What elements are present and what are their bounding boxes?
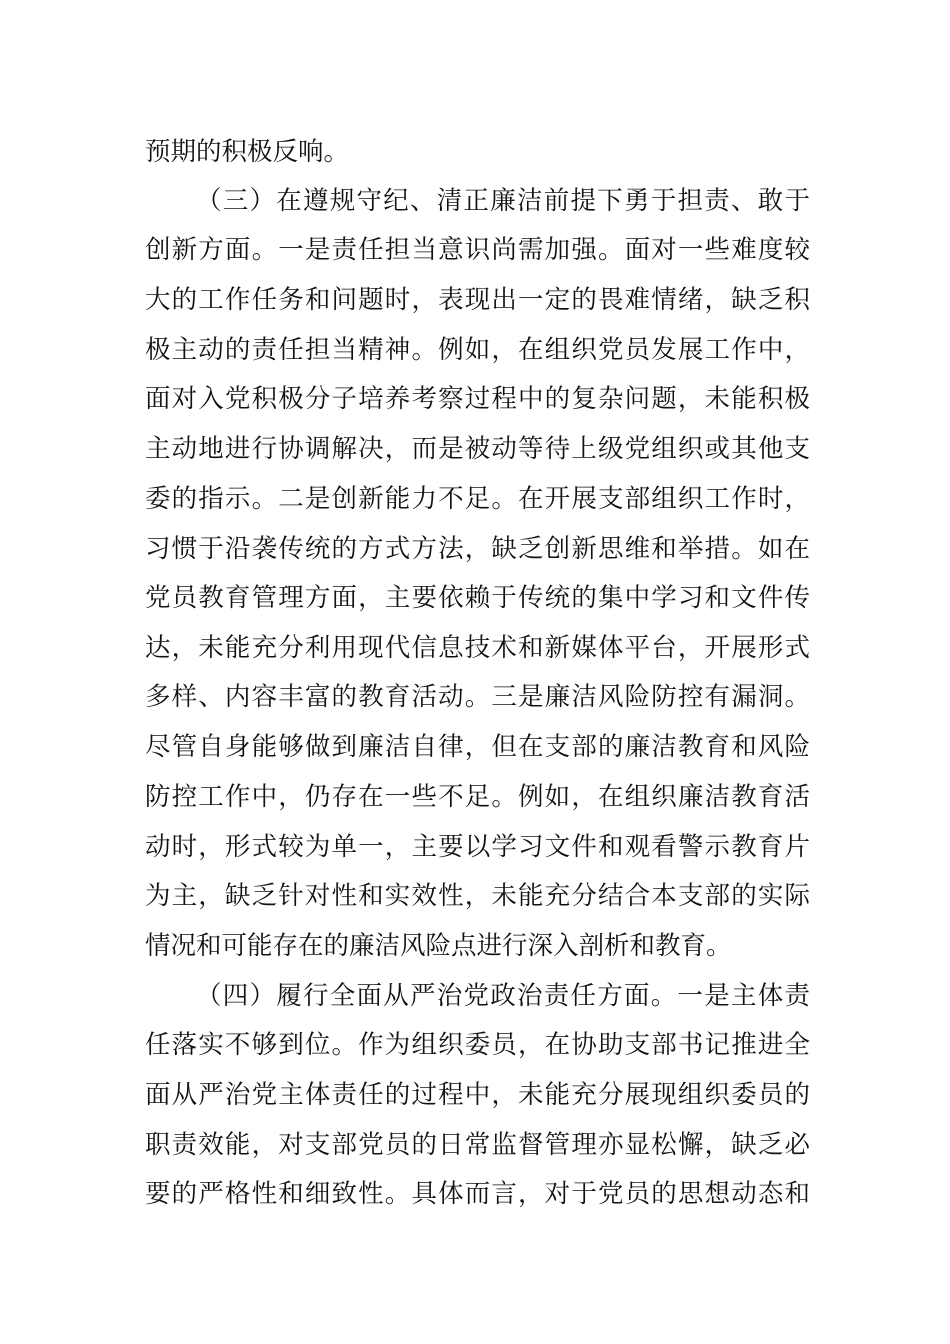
- text-line-4: 大的工作任务和问题时，表现出一定的畏难情绪，缺乏积: [145, 285, 810, 315]
- text-line-17: 情况和可能存在的廉洁风险点进行深入剖析和教育。: [145, 931, 732, 961]
- text-line-8: 委的指示。二是创新能力不足。在开展支部组织工作时，: [145, 484, 810, 514]
- text-line-22: 要的严格性和细致性。具体而言，对于党员的思想动态和: [145, 1179, 810, 1209]
- text-line-21: 职责效能，对支部党员的日常监督管理亦显松懈，缺乏必: [145, 1130, 810, 1160]
- text-line-7: 主动地进行协调解决，而是被动等待上级党组织或其他支: [145, 434, 810, 464]
- text-line-19: 任落实不够到位。作为组织委员，在协助支部书记推进全: [145, 1030, 810, 1060]
- text-line-10: 党员教育管理方面，主要依赖于传统的集中学习和文件传: [145, 583, 810, 613]
- text-line-12: 多样、内容丰富的教育活动。三是廉洁风险防控有漏洞。: [145, 682, 810, 712]
- text-line-20: 面从严治党主体责任的过程中，未能充分展现组织委员的: [145, 1080, 810, 1110]
- text-line-14: 防控工作中，仍存在一些不足。例如，在组织廉洁教育活: [145, 782, 810, 812]
- text-line-1: 预期的积极反响。: [145, 137, 350, 167]
- text-line-15: 动时，形式较为单一，主要以学习文件和观看警示教育片: [145, 832, 810, 862]
- text-line-13: 尽管自身能够做到廉洁自律，但在支部的廉洁教育和风险: [145, 732, 810, 762]
- text-line-11: 达，未能充分利用现代信息技术和新媒体平台，开展形式: [145, 633, 810, 663]
- paragraph-heading-4: （四）履行全面从严治党政治责任方面。一是主体责: [196, 981, 810, 1011]
- text-line-16: 为主，缺乏针对性和实效性，未能充分结合本支部的实际: [145, 881, 810, 911]
- text-line-9: 习惯于沿袭传统的方式方法，缺乏创新思维和举措。如在: [145, 534, 810, 564]
- text-line-3: 创新方面。一是责任担当意识尚需加强。面对一些难度较: [145, 235, 810, 265]
- paragraph-heading-3: （三）在遵规守纪、清正廉洁前提下勇于担责、敢于: [196, 186, 810, 216]
- text-line-6: 面对入党积极分子培养考察过程中的复杂问题，未能积极: [145, 384, 810, 414]
- text-line-5: 极主动的责任担当精神。例如，在组织党员发展工作中，: [145, 335, 810, 365]
